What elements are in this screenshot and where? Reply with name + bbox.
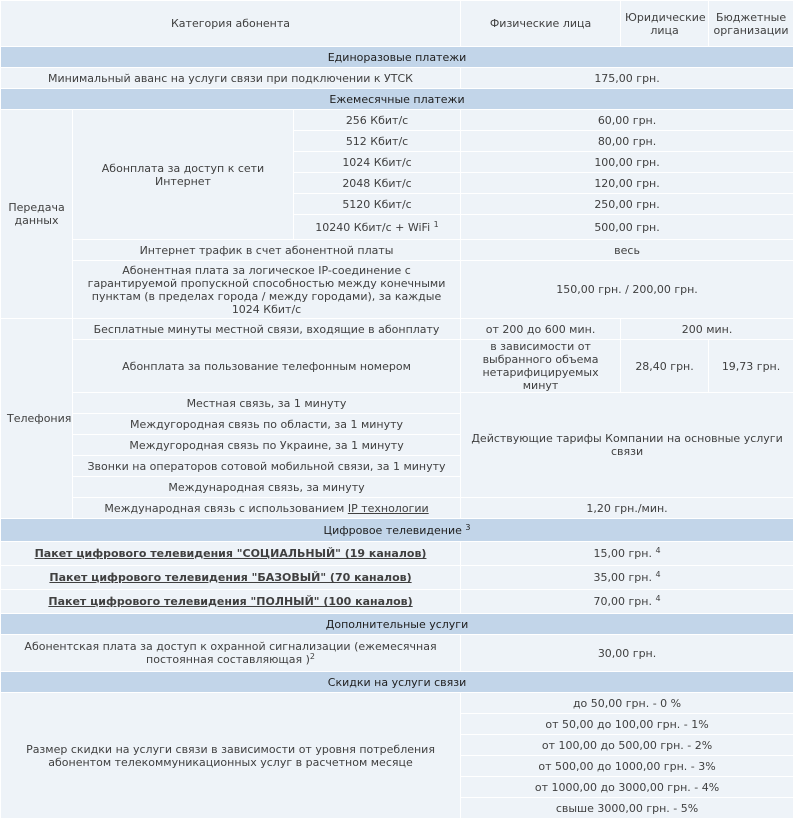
header-category: Категория абонента <box>1 1 460 46</box>
discount-tier: от 100,00 до 500,00 грн. - 2% <box>461 735 793 755</box>
speed-price-cell: 120,00 грн. <box>461 173 793 193</box>
tv-package-social-link[interactable]: Пакет цифрового телевидения "СОЦИАЛЬНЫЙ" (19 каналов) <box>34 547 427 560</box>
row-value-ip-connection: 150,00 грн. / 200,00 грн. <box>461 261 793 318</box>
ip-technology-link[interactable]: IP технологии <box>347 501 429 515</box>
footnote-mark: 3 <box>465 522 471 532</box>
tv-package-price <box>461 590 793 613</box>
table-row <box>1 261 793 318</box>
row-label-call-rate: Междугородная связь по Украине, за 1 минуту <box>73 435 460 455</box>
tv-package-full-link[interactable]: Пакет цифрового телевидения "ПОЛНЫЙ" (100 каналов) <box>48 595 413 608</box>
speed-price-cell: 250,00 грн. <box>461 194 793 214</box>
tv-package-price <box>461 542 793 565</box>
row-label-traffic: Интернет трафик в счет абонентной платы <box>73 240 460 260</box>
tv-package-cell <box>1 590 460 613</box>
row-label-call-rate: Международная связь, за минуту <box>73 477 460 497</box>
section-row-additional <box>1 614 793 634</box>
row-label-ip-international <box>73 498 460 518</box>
speed-cell: 5120 Кбит/с <box>294 194 460 214</box>
table-row <box>1 319 793 339</box>
row-value-free-minutes-individuals: от 200 до 600 мин. <box>461 319 620 339</box>
table-row <box>1 693 793 713</box>
digital-tv-title: Цифровое телевидение <box>323 523 462 537</box>
speed-price-cell: 500,00 грн. <box>461 215 793 239</box>
row-label-call-rate: Междугородная связь по области, за 1 минуту <box>73 414 460 434</box>
section-title-monthly: Ежемесячные платежи <box>1 89 793 109</box>
row-label-discount: Размер скидки на услуги связи в зависимости от уровня потребления абонентом телекоммуникационных услуг в расчетном месяце <box>1 693 460 818</box>
group-label-telephony: Телефония <box>1 319 72 518</box>
row-label-alarm <box>1 635 460 671</box>
price-text: 15,00 грн. <box>593 547 652 560</box>
speed-cell: 1024 Кбит/с <box>294 152 460 172</box>
section-title-discounts: Скидки на услуги связи <box>1 672 793 692</box>
header-budget: Бюджетные организации <box>709 1 793 46</box>
row-value-ip-international: 1,20 грн./мин. <box>461 498 793 518</box>
speed-price-cell: 60,00 грн. <box>461 110 793 130</box>
footnote-mark: 4 <box>655 594 661 603</box>
speed-cell: 512 Кбит/с <box>294 131 460 151</box>
row-value-min-advance: 175,00 грн. <box>461 68 793 88</box>
footnote-mark: 1 <box>433 219 439 229</box>
section-title-one-time: Единоразовые платежи <box>1 47 793 67</box>
group-label-data-transfer: Передача данных <box>1 110 72 318</box>
table-row <box>1 590 793 613</box>
row-label-free-minutes: Бесплатные минуты местной связи, входящие в абонплату <box>73 319 460 339</box>
table-row <box>1 635 793 671</box>
table-row <box>1 566 793 589</box>
speed-cell: 256 Кбит/с <box>294 110 460 130</box>
row-label-internet-access: Абонплата за доступ к сети Интернет <box>73 110 293 239</box>
header-individuals: Физические лица <box>461 1 620 46</box>
discount-tier: от 50,00 до 100,00 грн. - 1% <box>461 714 793 734</box>
tv-package-basic-link[interactable]: Пакет цифрового телевидения "БАЗОВЫЙ" (70 каналов) <box>49 571 412 584</box>
speed-cell: 2048 Кбит/с <box>294 173 460 193</box>
speed-price-cell: 80,00 грн. <box>461 131 793 151</box>
footnote-mark: 2 <box>309 652 315 661</box>
section-row-discounts <box>1 672 793 692</box>
table-row <box>1 110 793 130</box>
row-label-call-rate: Звонки на операторов сотовой мобильной связи, за 1 минуту <box>73 456 460 476</box>
price-text: 70,00 грн. <box>593 595 652 608</box>
price-text: 35,00 грн. <box>593 571 652 584</box>
row-value-traffic: весь <box>461 240 793 260</box>
section-row-monthly <box>1 89 793 109</box>
speed-price-cell: 100,00 грн. <box>461 152 793 172</box>
row-value-number-fee-budget: 19,73 грн. <box>709 340 793 392</box>
row-value-alarm: 30,00 грн. <box>461 635 793 671</box>
tv-package-price <box>461 566 793 589</box>
tv-package-cell <box>1 566 460 589</box>
row-value-number-fee-legal: 28,40 грн. <box>621 340 708 392</box>
row-label-ip-connection: Абонентная плата за логическое IP-соединение с гарантируемой пропускной способностью между конечными пунктам (в пределах города / между городами), за каждые 1024 Кбит/с <box>73 261 460 318</box>
section-row-digital-tv <box>1 519 793 541</box>
speed-cell <box>294 215 460 239</box>
footnote-mark: 4 <box>655 570 661 579</box>
section-title-additional: Дополнительные услуги <box>1 614 793 634</box>
table-row <box>1 240 793 260</box>
header-legal: Юридические лица <box>621 1 708 46</box>
footnote-mark: 4 <box>655 546 661 555</box>
alarm-text: Абонентская плата за доступ к охранной сигнализации (ежемесячная постоянная составляющая ) <box>24 640 437 666</box>
table-row <box>1 340 793 392</box>
row-value-free-minutes-legal-budget: 200 мин. <box>621 319 793 339</box>
row-label-call-rate: Местная связь, за 1 минуту <box>73 393 460 413</box>
discount-tier: свыше 3000,00 грн. - 5% <box>461 798 793 818</box>
row-label-min-advance: Минимальный аванс на услуги связи при подключении к УТСК <box>1 68 460 88</box>
discount-tier: от 500,00 до 1000,00 грн. - 3% <box>461 756 793 776</box>
table-row <box>1 393 793 413</box>
table-row <box>1 498 793 518</box>
section-row-one-time <box>1 47 793 67</box>
table-header-row <box>1 1 793 46</box>
row-value-call-rates: Действующие тарифы Компании на основные услуги связи <box>461 393 793 497</box>
discount-tier: до 50,00 грн. - 0 % <box>461 693 793 713</box>
ip-international-text: Международная связь с использованием <box>104 501 345 515</box>
row-label-number-fee: Абонплата за пользование телефонным номером <box>73 340 460 392</box>
table-row <box>1 542 793 565</box>
speed-label: 10240 Кбит/с + WiFi <box>315 220 431 234</box>
row-value-number-fee-individuals: в зависимости от выбранного объема нетарифицируемых минут <box>461 340 620 392</box>
section-title-digital-tv <box>1 519 793 541</box>
tv-package-cell <box>1 542 460 565</box>
table-row <box>1 68 793 88</box>
discount-tier: от 1000,00 до 3000,00 грн. - 4% <box>461 777 793 797</box>
